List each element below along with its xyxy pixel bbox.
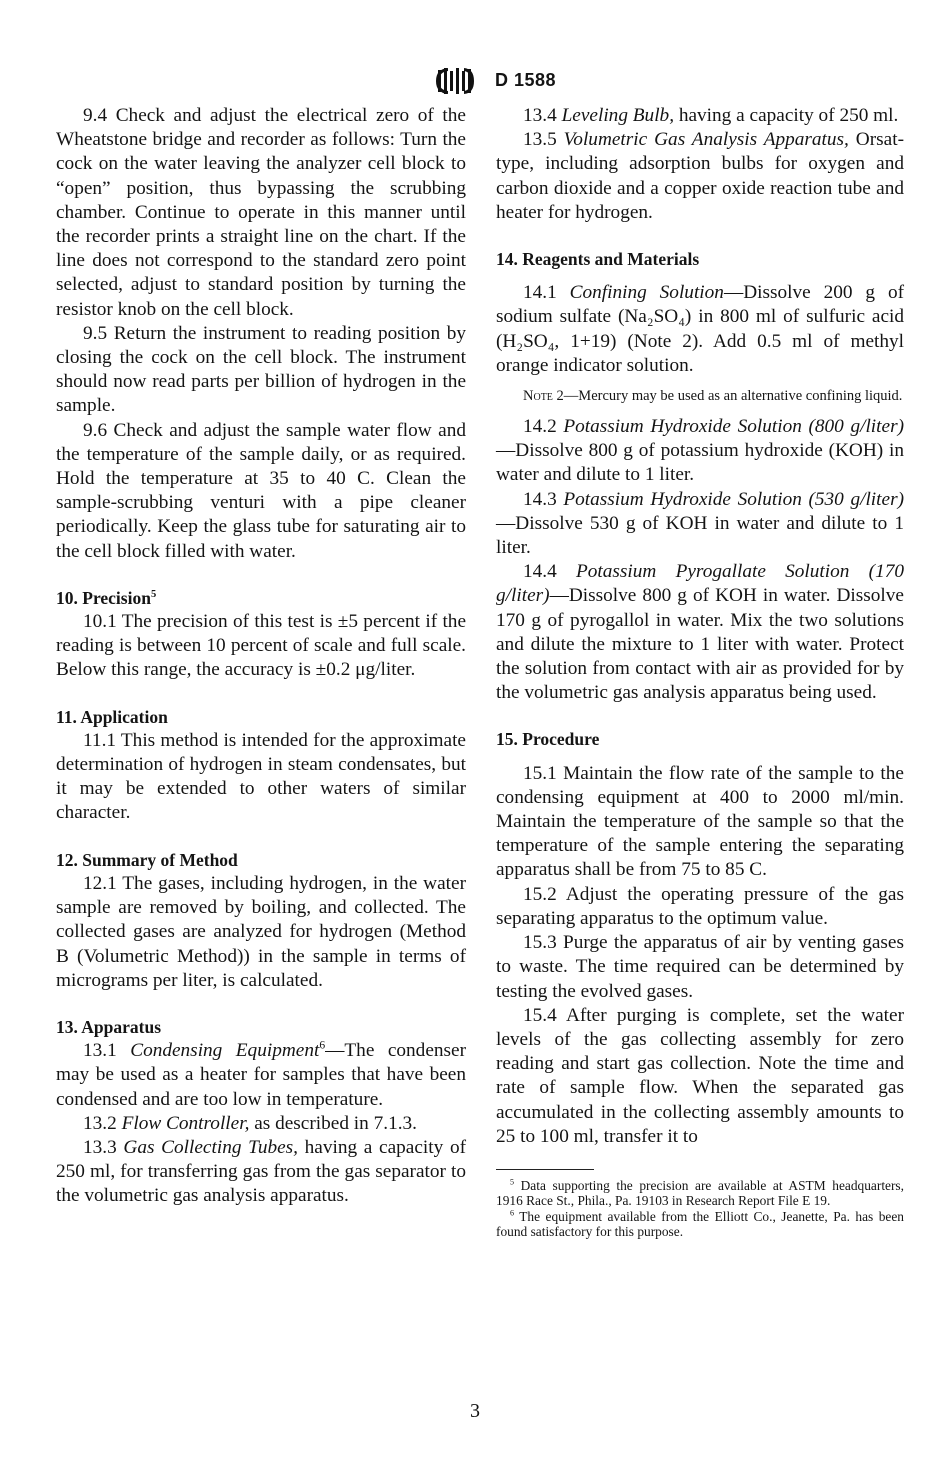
paragraph-9-6: 9.6 Check and adjust the sample water flow and the temperature of the sample daily, or as required. Hold the temperature at 35 to 40 C. Clean the sample-scrubbing venturi with a pipe cleaner periodically. Keep the glass tube for saturating air to the cell block filled with water. (56, 419, 466, 562)
paragraph-14-4: 14.4 Potassium Pyrogallate Solution (170 g/liter)—Dissolve 800 g of KOH in water. Dissolve 170 g of pyrogallol in water. Mix the two solutions and dilute the mixture to 1 liter with water. Protect the solution from contact with air as provided for by the volumetric gas analysis apparatus being used. (496, 561, 904, 704)
heading-application: 11. Application (56, 706, 168, 727)
heading-precision: 10. Precision$^5$ (56, 587, 157, 608)
right-column (496, 104, 904, 1239)
footnote-6: $^6$ The equipment available from the Elliott Co., Jeanette, Pa. has been found satisfactory for this purpose. (496, 1208, 904, 1239)
paragraph-13-5: 13.5 Volumetric Gas Analysis Apparatus, Orsat-type, including adsorption bulbs for oxygen and carbon dioxide and a copper oxide reaction tube and heater for hydrogen. (496, 129, 904, 223)
page-number: 3 (470, 1400, 480, 1422)
note-2: Note 2—Mercury may be used as an alternative confining liquid. (523, 388, 903, 405)
heading-apparatus: 13. Apparatus (56, 1016, 162, 1037)
paragraph-13-3: 13.3 Gas Collecting Tubes, having a capacity of 250 ml, for transferring gas from the gas separator to the volumetric gas analysis apparatus. (56, 1136, 466, 1207)
heading-procedure: 15. Procedure (496, 729, 600, 750)
footnote-divider (496, 1169, 594, 1170)
heading-summary-of-method: 12. Summary of Method (56, 849, 238, 870)
astm-logo-icon (432, 66, 482, 96)
paragraph-9-4: 9.4 Check and adjust the electrical zero of the Wheatstone bridge and recorder as follows: Turn the cock on the water leaving the analyzer cell block to “open” position, thus bypassing the scrubbing chamber. Continue to operate in this manner until the recorder prints a straight line on the chart. If the line does not correspond to the standard zero point selected, adjust to standard position by turning the resistor knob on the cell block. (56, 105, 466, 320)
paragraph-15-3: 15.3 Purge the apparatus of air by venting gases to waste. The time required can be determined by testing the evolved gases. (496, 932, 904, 1002)
paragraph-14-1: 14.1 Confining Solution—Dissolve 200 g of sodium sulfate (Na₂SO₄) in 800 ml of sulfuric acid (H₂SO₄, 1+19) (Note 2). Add 0.5 ml of methyl orange indicator solution. (496, 282, 905, 376)
page-header (0, 66, 950, 96)
paragraph-14-3: 14.3 Potassium Hydroxide Solution (530 g/liter)—Dissolve 530 g of KOH in water and dilute to 1 liter. (496, 488, 904, 559)
paragraph-13-1: 13.1 Condensing Equipment$^6$—The condenser may be used as a heater for samples that have been condensed and are too low in temperature. (56, 1038, 466, 1110)
paragraph-15-2: 15.2 Adjust the operating pressure of the gas separating apparatus to the optimum value. (496, 883, 904, 929)
paragraph-10-1: 10.1 The precision of this test is ±5 percent if the reading is between 10 percent of scale and full scale. Below this range, the accuracy is ±0.2 μg/liter. (56, 611, 466, 681)
paragraph-15-1: 15.1 Maintain the flow rate of the sample to the condensing equipment at 400 to 2000 ml/min. Maintain the temperature of the sample so that the temperature of the sample entering the separating apparatus shall be from 75 to 85 C. (496, 762, 904, 881)
paragraph-13-2: 13.2 Flow Controller, as described in 7.1.3. (83, 1112, 418, 1134)
heading-reagents-and-materials: 14. Reagents and Materials (496, 249, 700, 270)
paragraph-9-5: 9.5 Return the instrument to reading position by closing the cock on the cell block. The instrument should now read parts per billion of hydrogen in the sample. (56, 322, 466, 417)
document-number: D 1588 (495, 70, 557, 90)
paragraph-15-4: 15.4 After purging is complete, set the water levels of the gas collecting assembly for zero reading and start gas collection. Note the time and rate of sample flow. When the separated gas accumulated in the collecting assembly amounts to 25 to 100 ml, transfer it to (496, 1004, 904, 1147)
paragraph-12-1: 12.1 The gases, including hydrogen, in the water sample are removed by boiling, and collected. The collected gases are analyzed for hydrogen (Method B (Volumetric Method)) in the sample in terms of micrograms per liter, is calculated. (56, 872, 466, 991)
footnote-5: $^5$ Data supporting the precision are available at ASTM headquarters, 1916 Race St., Phila., Pa. 19103 in Research Report File E 19. (496, 1177, 904, 1209)
left-column (56, 104, 466, 1209)
paragraph-11-1: 11.1 This method is intended for the approximate determination of hydrogen in steam condensates, but it may be extended to other waters of similar character. (56, 729, 466, 824)
paragraph-13-4: 13.4 Leveling Bulb, having a capacity of 250 ml. (523, 105, 899, 126)
paragraph-14-2: 14.2 Potassium Hydroxide Solution (800 g/liter)—Dissolve 800 g of potassium hydroxide (KOH) in water and dilute to 1 liter. (496, 416, 904, 486)
